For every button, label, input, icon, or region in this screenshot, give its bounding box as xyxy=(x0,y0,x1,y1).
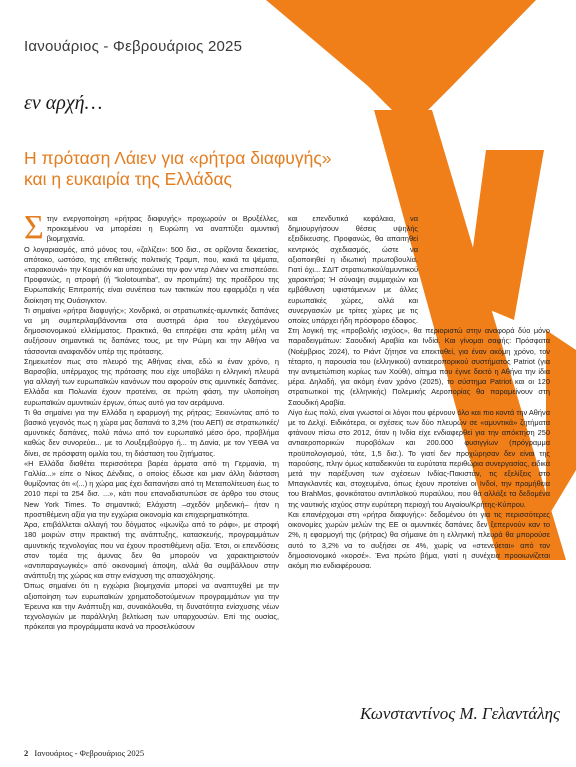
article-left-column xyxy=(24,209,279,632)
paragraph: Ο λογαριασμός, από μόνος του, «ζαλίζει»: 500 δισ., σε ορίζοντα δεκαετίας, απότοκο, ωστόσο, της επιθετικής πολιτικής Τραμπ, που, κακά τα ψέματα, «ταρακουνά» την Κομισιόν και υποχρεώνει την φον ντερ Λάιεν να επισπεύσει. Προφανώς, η στροφή (ή "kolotoumba", αν προτιμάτε) της προέδρου της Ευρωπαϊκής Επιτροπής είναι συνέπεια των τακτικών που εφαρμόζει η νέα διοίκηση της Ουάσιγκτον. xyxy=(24,244,279,305)
headline-line-1: Η πρόταση Λάιεν για «ρήτρα διαφυγής» xyxy=(24,148,332,168)
article-right-column xyxy=(288,214,550,571)
paragraph: Όπως σημαίνει ότι η εγχώρια βιομηχανία μπορεί να αναπτυχθεί με την αξιοποίηση των ευρωπαϊκών χρηματοδοτούμενων προγραμμάτων για την Έρευνα και την Ανάπτυξη και, συνακόλουθα, τη δυνατότητα ενίσχυσης νέων τεχνολογιών με παράλληλη βελτίωση των υπαρχουσών. Επί της ουσίας, πρόκειται για προγράμματα ικανά να προσελκύσουν xyxy=(24,581,279,632)
section-title: εν αρχή… xyxy=(24,92,103,114)
footer-issue-date: Ιανουάριος - Φεβρουάριος 2025 xyxy=(34,748,145,758)
paragraph: Τι θα σημαίνει για την Ελλάδα η εφαρμογή της ρήτρας; Ξεκινώντας από το βασικό γεγονός πως η χώρα μας δαπανά το 3,2% (του ΑΕΠ) σε στρατιωτικές/αμυντικές δαπάνες, πολύ πάνω από τον ευρωπαϊκό μέσο όρο, προβλήμα καθώς δεν συνορεύει... με το Λουξεμβούργο ή... τη Δανία, με τον ΥΕΘΑ να δίνει, σε πρόσφατη ομιλία του, τη διάσταση του ζητήματος. xyxy=(24,407,279,458)
paragraph: Σημειωτέον πως στο πλευρό της Αθήνας είναι, εδώ κι έναν χρόνο, η Βαρσοβία, υπέρμαχος της πρότασης που είχε υποβάλει η ελληνική πλευρά για αλλαγή των ευρωπαϊκών κανόνων που αφορούν στις αμυντικές δαπάνες. Ελλάδα και Πολωνία έχουν προτείνει, σε πρώτη φάση, την υλοποίηση ευρωπαϊκών αμυντικών έργων, όπως αυτό για τον αεράμυνα. xyxy=(24,356,279,407)
paragraph: και επενδυτικά κεφάλαια, να δημιουργήσουν θέσεις υψηλής εξειδίκευσης. Προφανώς, θα απαιτηθεί κεντρικός σχεδιασμός, ώστε να αξιοποιηθεί η ιδιωτική πρωτοβουλία. Γιατί όχι... ΣΔΙΤ στρατιωτικού/αμυντικού χαρακτήρα; Ή σύναψη συμμαχιών και εμβάθυνση υφιστάμενων με άλλες ευρωπαϊκές χώρες, αλλά και συνεργασιών με τρίτες χώρες με τις οποίες υπάρχει ήδη πρόσφορο έδαφος. xyxy=(288,214,418,326)
issue-date: Ιανουάριος - Φεβρουάριος 2025 xyxy=(24,38,243,55)
paragraph: Στη λογική της «προβολής ισχύος», θα περιοριστώ στην αναφορά δύο μόνο παραδειγμάτων: Σαουδική Αραβία και Ινδία. Και γίνομαι σαφής: Πρόσφατα (Νοέμβριος 2024), το Ριάντ ζήτησε να επεκταθεί, για έναν ακόμη χρόνο, τον τέταρτο, η παρουσία του (ελληνικού) αντιαεροπορικού συστήματος Patriot (για την αντιμετώπιση κυρίως των Χούθι), αίτημα που έγινε δεκτό η Αθήνα την ίδια μέρα. Δηλαδή, για ακόμη έναν χρόνο (2025), το σύστημα Patriot και οι 120 στρατιωτικοί της (ελληνικής) Πολεμικής Αεροπορίας θα παραμείνουν στη Σαουδική Αραβία. xyxy=(288,326,550,407)
paragraph: Τι σημαίνει «ρήτρα διαφυγής»; Χονδρικά, οι στρατιωτικές-αμυντικές δαπάνες να μη συμπεριλαμβάνονται στα αυστηρά όρια του ελεγχόμενου δημοσιονομικού ελλείμματος. Πρακτικά, θα επιτρέψει στα κράτη μέλη να αυξήσουν σημαντικά τις δαπάνες τους, με την Ρώμη και την Αθήνα να τάσσονται αναφανδόν υπέρ της πρότασης. xyxy=(24,305,279,356)
page-footer xyxy=(24,748,144,758)
author-signature: Κωνσταντίνος Μ. Γελαντάλης xyxy=(360,704,560,723)
drop-cap: Σ xyxy=(24,209,44,246)
paragraph: Άρα, επιβάλλεται αλλαγή του δόγματος «ψωνίζω από το ράφι», με στροφή 180 μοιρών στην πρακτική της ανάπτυξης, κατασκευής, προγραμμάτων αμυντικής τεχνολογίας που να έχουν προστιθέμενη αξία. Έτσι, οι επενδύσεις στον τομέα της άμυνας δεν θα μπορούν να χαρακτηριστούν «αντιπαραγωγικές» από οικονομική άποψη, αλλά θα συμβάλλουν στην ανάπτυξη της χώρας και στην ενίσχυση της απασχόλησης. xyxy=(24,520,279,581)
paragraph: Λίγο έως πολύ, είναι γνωστοί οι λόγοι που φέρνουν όλο και πιο κοντά την Αθήνα με το Δελχί. Ειδικότερα, οι σχέσεις των δύο πλευρών σε «αμυντικά» ζητήματα φτάνουν πίσω στο 2012, όταν η Ινδία είχε ενδιαφερθεί για την απόκτηση 250 αντιαεροπορικών πυροβόλων και 200.000 φυσιγγίων (πρόγραμμα προϋπολογισμού, τότε, 1,5 δισ.). Το γιατί δεν προχώρησαν δεν είναι της παρούσης, πλην όμως καταδεικνύει τα ευρύτατα περιθώρια συνεργασίας, ειδικά μετά την παρέξυνση των σχέσεων Ινδίας-Πακιστάν, τις εξελίξεις στο Μπαγκλαντές και, στοχευμένα, όπως έχουν προτείνει οι Ινδοί, την προμήθεια του BrahMos, φονικότατου αντιπλοϊκού πυραύλου, που θα αλλάξε τα δεδομένα της ναυτικής ισχύος στην ευρύτερη περιοχή του Αιγαίου/Κρήτης-Κύπρου. xyxy=(288,407,550,509)
paragraph: Και επανέρχομαι στη «ρήτρα διαφυγής»: δεδομένου ότι για τις περισσότερες οικονομίες χωρών μελών της ΕΕ οι αμυντικές δαπάνες δεν ξεπερνούν καν το 2%, η εφαρμογή της (ρήτρας) θα σήμαινε ότι η ελληνική πλευρά θα μπορούσε αυτό το 3,2% να το αυξήσει σε 4%, χωρίς να «στενεύεται» από τον δημοσιονομικό «κορσέ». Ένα πρώτο βήμα, γιατί η συνέχεια προοιωνίζεται ακόμη πιο ενδιαφέρουσα. xyxy=(288,509,550,570)
paragraph: «Η Ελλάδα διαθέτει περισσότερα βαρέα άρματα από τη Γερμανία, τη Γαλλία...» είπε ο Νίκος Δένδιας, ο οποίος έδωσε και μιαν άλλη διάσταση θυμίζοντας ότι «(...) η χώρα μας έχει δαπανήσει από τη Μεταπολίτευση έως το 2010 περί τα 254 δισ. ...», κάτι που επαναδιατυπώσε σε άρθρο του στους New York Times. Το σημαντικό; Ελάχιστη –σχεδόν μηδενική– ήταν η προστιθέμενη αξία για την εγχώρια οικονομία και επιχειρηματικότητα. xyxy=(24,458,279,519)
headline-line-2: και η ευκαιρία της Ελλάδας xyxy=(24,169,232,189)
page-number: 2 xyxy=(24,748,29,758)
logo-upper-chevron xyxy=(266,0,536,128)
paragraph: Στην ενεργοποίηση «ρήτρας διαφυγής» προχωρούν οι Βρυξέλλες, προκειμένου να μπορέσει η Ευρώπη να αναπτύξει αμυντική βιομηχανία. xyxy=(24,209,279,246)
logo-lower-wedge xyxy=(546,330,576,520)
article-headline xyxy=(24,148,354,190)
